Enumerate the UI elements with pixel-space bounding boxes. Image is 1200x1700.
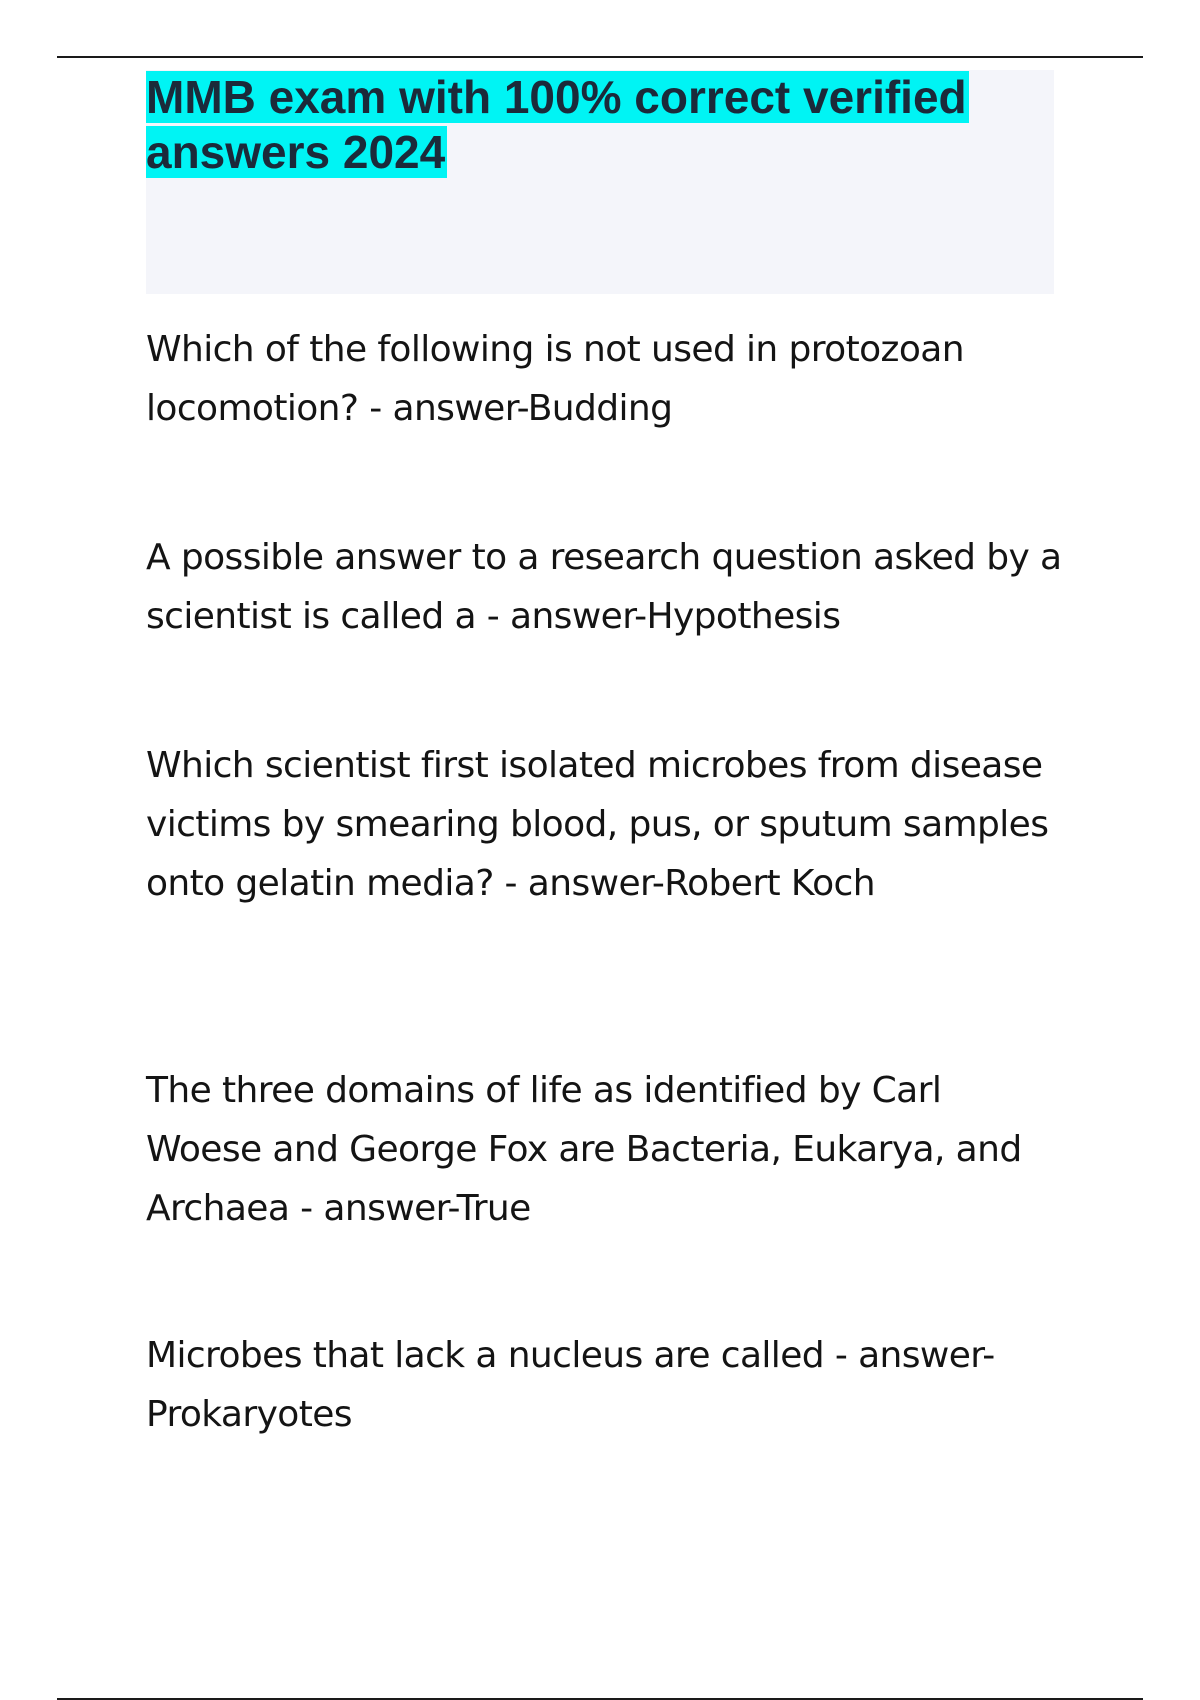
top-rule	[57, 56, 1143, 58]
document-title-text: MMB exam with 100% correct verified answers 2024	[146, 71, 967, 178]
qa-item: The three domains of life as identified by Carl Woese and George Fox are Bacteria, Eukarya, and Archaea - answer-True	[146, 1070, 1022, 1229]
qa-item: Which scientist first isolated microbes from disease victims by smearing blood, pus, or sputum samples onto gelatin media? - answer-Robert Koch	[146, 745, 1049, 904]
qa-item: Microbes that lack a nucleus are called - answer-Prokaryotes	[146, 1335, 995, 1435]
title-block	[146, 70, 1054, 294]
document-title	[146, 70, 1026, 180]
qa-item: A possible answer to a research question asked by a scientist is called a - answer-Hypothesis	[146, 537, 1062, 637]
qa-item: Which of the following is not used in protozoan locomotion? - answer-Budding	[146, 329, 964, 429]
